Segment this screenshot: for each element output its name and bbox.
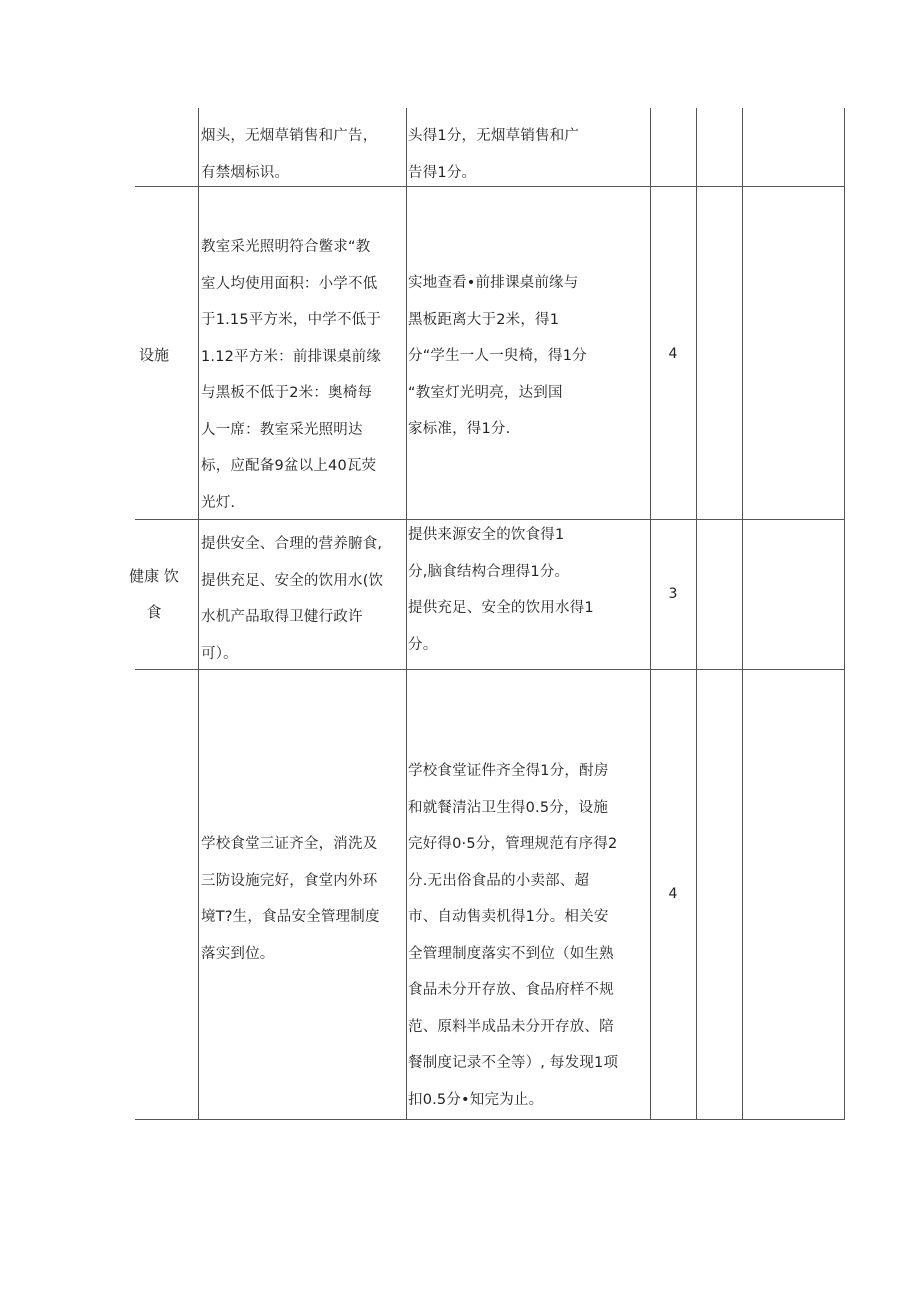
text-line: 分。 xyxy=(408,636,438,653)
table-border-right xyxy=(844,108,845,1120)
text-line: 实地查看•前排课桌前缘与 xyxy=(408,275,579,291)
text-line: 和就餐清沾卫生得0.5分，设施 xyxy=(408,799,609,816)
table-column-divider xyxy=(696,108,697,1120)
text-line: 分“学生一人一臾椅，得1分 xyxy=(408,348,587,364)
method-cell xyxy=(408,517,594,663)
table-column-divider xyxy=(406,108,407,1120)
text-line: 黑板距离大于2米，得1 xyxy=(408,311,560,328)
text-line: 三防设施完好，食堂内外环 xyxy=(201,872,378,889)
text-line: 提供安全、合理的营养腑食, xyxy=(201,536,383,552)
text-line: 完好得0·5分，管理规范有序得2 xyxy=(408,836,618,852)
text-line: 食品未分开存放、食品府样不规 xyxy=(408,982,614,998)
text-line: 与黑板不低于2米：奥椅每 xyxy=(201,385,373,401)
method-cell xyxy=(408,118,579,191)
score-cell: 3 xyxy=(668,586,678,602)
text-line: 有禁烟标识。 xyxy=(201,164,290,181)
category-cell xyxy=(124,337,184,373)
text-line: 家标准，得1分. xyxy=(408,421,511,437)
text-line: 市、自动售卖机得1分。相关安 xyxy=(408,909,609,925)
text-line: 分.无出俗食品的小卖部、超 xyxy=(408,872,590,889)
standard-cell xyxy=(201,229,381,521)
text-line: 1.12平方米：前排课桌前缘 xyxy=(201,348,382,365)
category-label: 饮食 xyxy=(146,567,179,621)
text-line: 范、原料半成品未分开存放、陪 xyxy=(408,1018,614,1035)
table-column-divider xyxy=(742,108,743,1120)
text-line: 学校食堂证件齐全得1分，酎房 xyxy=(408,763,609,779)
standard-cell xyxy=(201,118,377,191)
standard-cell xyxy=(201,826,380,972)
category-label: 健康 xyxy=(129,567,160,585)
text-line: 餐制度记录不全等）, 每发现1项 xyxy=(408,1055,619,1071)
text-line: 全管理制度落实不到位（如生熟 xyxy=(408,945,614,962)
category-cell xyxy=(124,558,184,630)
text-line: 室人均使用面积：小学不低 xyxy=(201,275,378,292)
text-line: 头得1分，无烟草销售和广 xyxy=(408,128,580,144)
method-cell xyxy=(408,753,618,1118)
standard-cell xyxy=(201,526,383,672)
text-line: 提供来源安全的饮食得1 xyxy=(408,527,565,543)
text-line: 提供充足、安全的饮用水(饮 xyxy=(201,572,384,589)
score-cell: 4 xyxy=(668,886,678,902)
text-line: 扣0.5分•知完为止。 xyxy=(408,1091,544,1108)
table-bottom-border xyxy=(135,1119,845,1120)
text-line: 人一席：教室采光照明达 xyxy=(201,421,363,438)
method-cell xyxy=(408,265,587,448)
text-line: 烟头，无烟草销售和广告， xyxy=(201,128,378,144)
table-border-left xyxy=(198,108,199,1120)
text-line: 教室采光照明符合鳖求“教 xyxy=(201,239,371,255)
text-line: 可）。 xyxy=(201,645,238,662)
table-column-divider xyxy=(650,108,651,1120)
text-line: “教室灯光明亮，达到国 xyxy=(408,384,563,401)
category-label: 设施 xyxy=(138,346,169,364)
text-line: 水机产品取得卫健行政许 xyxy=(201,609,363,625)
text-line: 标，应配备9盆以上40瓦荧 xyxy=(201,458,377,474)
text-line: 告得1分。 xyxy=(408,164,477,181)
score-cell: 4 xyxy=(668,346,678,362)
text-line: 于1.15平方米，中学不低于 xyxy=(201,312,382,328)
text-line: 境T?生，食品安全管理制度 xyxy=(201,909,380,925)
text-line: 提供充足、安全的饮用水得1 xyxy=(408,600,594,616)
text-line: 学校食堂三证齐全，消洗及 xyxy=(201,836,378,852)
text-line: 分,脑食结构合理得1分。 xyxy=(408,563,570,580)
text-line: 落实到位。 xyxy=(201,945,275,962)
text-line: 光灯. xyxy=(201,494,236,511)
